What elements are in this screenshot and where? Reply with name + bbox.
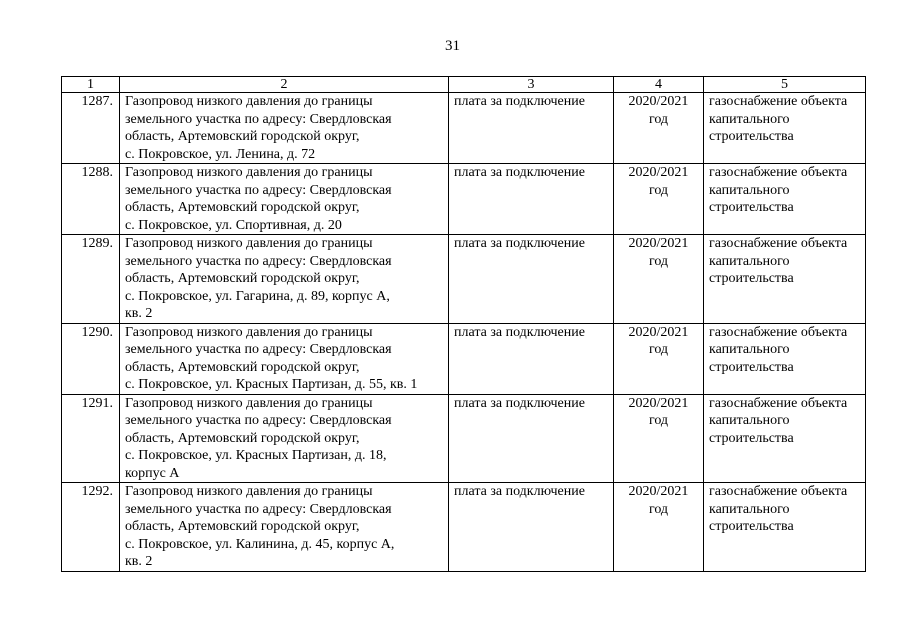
description-line: с. Покровское, ул. Гагарина, д. 89, корпус А, — [125, 288, 390, 304]
period — [614, 394, 704, 483]
period-line: 2020/2021 — [628, 324, 689, 340]
data-table — [61, 76, 866, 572]
period-line: год — [648, 501, 669, 517]
purpose-line: строительства — [709, 430, 794, 446]
purpose-line: газоснабжение объекта — [709, 94, 848, 109]
period — [614, 164, 704, 235]
purpose-line: капитального — [709, 501, 790, 517]
table-header-row — [62, 77, 866, 93]
purpose-line: строительства — [709, 359, 794, 375]
purpose-line: капитального — [709, 413, 790, 428]
fee-type: плата за подключение — [449, 93, 614, 164]
row-number: 1290. — [62, 323, 120, 394]
purpose-line: газоснабжение объекта — [709, 395, 848, 411]
page-number: 31 — [445, 38, 460, 54]
description-line: земельного участка по адресу: Свердловская — [125, 413, 392, 428]
description-line: земельного участка по адресу: Свердловская — [125, 253, 392, 269]
description-line: с. Покровское, ул. Спортивная, д. 20 — [125, 217, 342, 233]
purpose-line: строительства — [709, 200, 794, 215]
period-line: год — [648, 342, 669, 357]
description-line: земельного участка по адресу: Свердловская — [125, 501, 392, 517]
column-header-4: 4 — [614, 77, 704, 93]
description-line: кв. 2 — [125, 306, 153, 321]
purpose-line: газоснабжение объекта — [709, 484, 848, 499]
description-line: Газопровод низкого давления до границы — [125, 236, 373, 251]
fee-type: плата за подключение — [449, 394, 614, 483]
period-line: год — [648, 253, 669, 269]
fee-type: плата за подключение — [449, 483, 614, 572]
row-number: 1291. — [62, 394, 120, 483]
fee-type: плата за подключение — [449, 164, 614, 235]
description-line: с. Покровское, ул. Ленина, д. 72 — [125, 146, 316, 162]
purpose — [704, 483, 866, 572]
description-line: область, Артемовский городской округ, — [125, 359, 360, 375]
period-line: 2020/2021 — [628, 484, 689, 499]
purpose-line: газоснабжение объекта — [709, 324, 848, 340]
purpose — [704, 164, 866, 235]
purpose — [704, 394, 866, 483]
row-number: 1292. — [62, 483, 120, 572]
description-line: корпус А — [125, 465, 180, 481]
description-line: Газопровод низкого давления до границы — [125, 165, 373, 180]
description-line: область, Артемовский городской округ, — [125, 519, 360, 534]
purpose-line: капитального — [709, 342, 790, 357]
description-line: область, Артемовский городской округ, — [125, 271, 360, 286]
purpose — [704, 323, 866, 394]
purpose-line: газоснабжение объекта — [709, 236, 848, 251]
description-line: Газопровод низкого давления до границы — [125, 484, 373, 499]
purpose-line: капитального — [709, 182, 790, 198]
table-row — [62, 235, 866, 324]
table-row — [62, 394, 866, 483]
table-row — [62, 483, 866, 572]
purpose-line: капитального — [709, 111, 790, 127]
description-line: с. Покровское, ул. Красных Партизан, д. 18, — [125, 448, 387, 463]
description-line: с. Покровское, ул. Калинина, д. 45, корпус А, — [125, 536, 395, 552]
purpose-line: капитального — [709, 253, 790, 269]
description-line: земельного участка по адресу: Свердловская — [125, 182, 392, 198]
description-line: с. Покровское, ул. Красных Партизан, д. 55, кв. 1 — [125, 377, 418, 392]
purpose-line: строительства — [709, 129, 794, 144]
table-body — [62, 77, 866, 572]
column-header-2: 2 — [120, 77, 449, 93]
period-line: 2020/2021 — [628, 395, 689, 411]
table-row — [62, 323, 866, 394]
period-line: год — [648, 182, 669, 198]
table-row — [62, 93, 866, 164]
row-number: 1287. — [62, 93, 120, 164]
object-description — [120, 394, 449, 483]
period — [614, 93, 704, 164]
period-line: 2020/2021 — [628, 94, 689, 109]
description-line: Газопровод низкого давления до границы — [125, 395, 373, 411]
object-description — [120, 164, 449, 235]
purpose-line: газоснабжение объекта — [709, 165, 848, 180]
period — [614, 483, 704, 572]
description-line: Газопровод низкого давления до границы — [125, 324, 373, 340]
period-line: 2020/2021 — [628, 165, 689, 180]
period — [614, 323, 704, 394]
object-description — [120, 483, 449, 572]
period-line: год — [648, 413, 669, 428]
object-description — [120, 323, 449, 394]
column-header-1: 1 — [62, 77, 120, 93]
column-header-5: 5 — [704, 77, 866, 93]
description-line: земельного участка по адресу: Свердловская — [125, 342, 392, 357]
period-line: год — [648, 111, 669, 127]
object-description — [120, 235, 449, 324]
description-line: область, Артемовский городской округ, — [125, 200, 360, 215]
object-description — [120, 93, 449, 164]
fee-type: плата за подключение — [449, 323, 614, 394]
period — [614, 235, 704, 324]
description-line: земельного участка по адресу: Свердловская — [125, 111, 392, 127]
description-line: Газопровод низкого давления до границы — [125, 94, 373, 109]
column-header-3: 3 — [449, 77, 614, 93]
fee-type: плата за подключение — [449, 235, 614, 324]
description-line: область, Артемовский городской округ, — [125, 129, 360, 144]
table-row — [62, 164, 866, 235]
purpose — [704, 93, 866, 164]
description-line: кв. 2 — [125, 554, 153, 569]
row-number: 1289. — [62, 235, 120, 324]
purpose-line: строительства — [709, 519, 794, 534]
period-line: 2020/2021 — [628, 236, 689, 251]
purpose-line: строительства — [709, 271, 794, 286]
purpose — [704, 235, 866, 324]
row-number: 1288. — [62, 164, 120, 235]
description-line: область, Артемовский городской округ, — [125, 430, 360, 446]
